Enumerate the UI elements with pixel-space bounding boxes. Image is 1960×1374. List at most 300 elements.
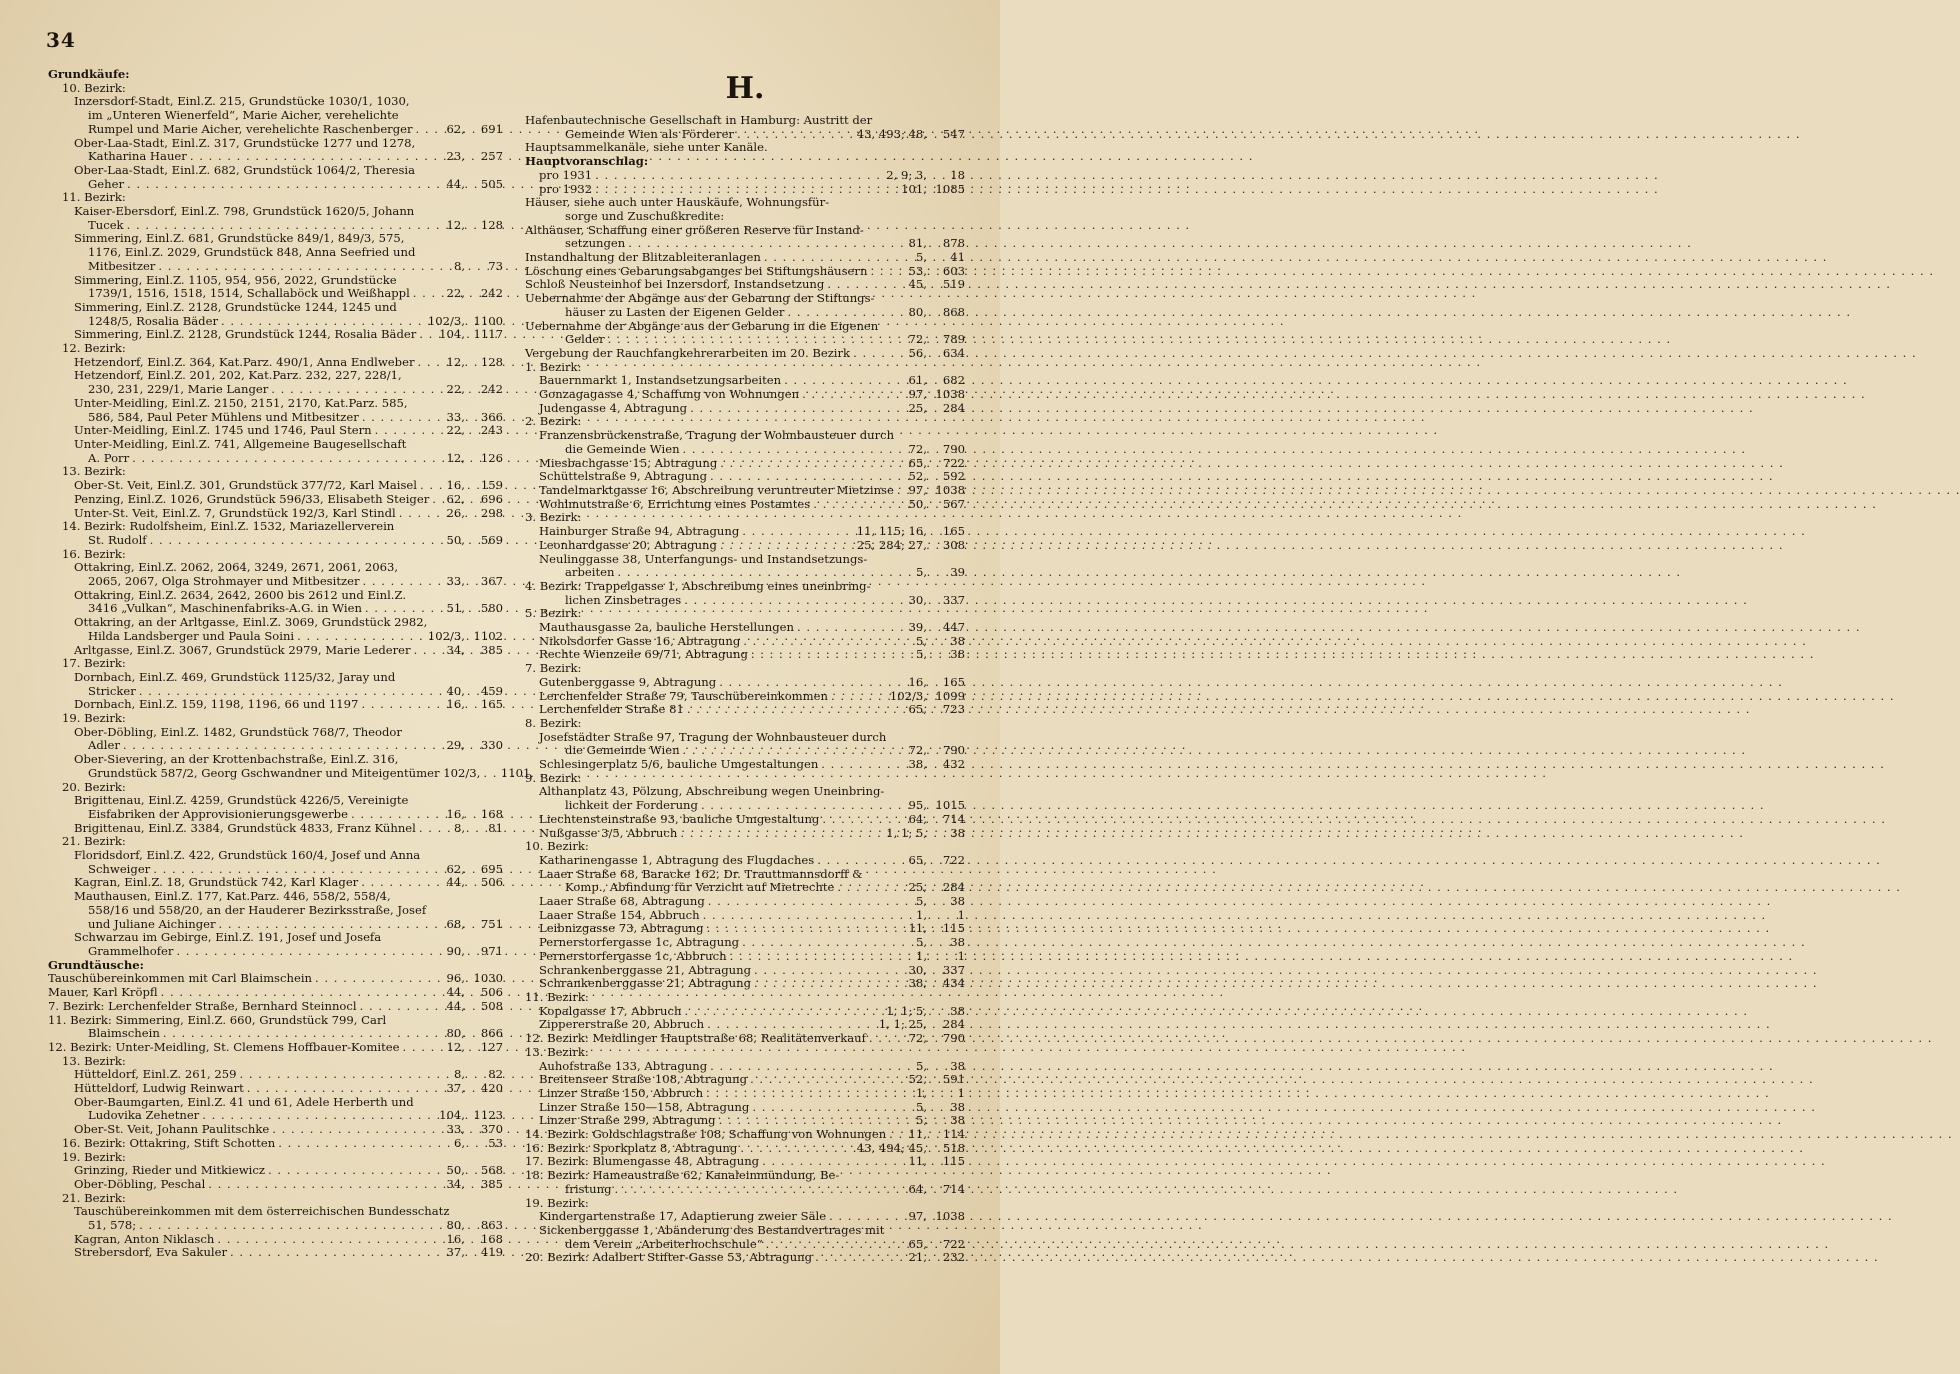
entry-text: Kaiser-Ebersdorf, Einl.Z. 798, Grundstück 1620/5, Johann	[74, 204, 415, 219]
entry-reference: 65,	[908, 1236, 927, 1251]
leader-dots	[139, 1219, 443, 1233]
index-entry	[525, 278, 965, 292]
entry-text: Unter-Meidling, Einl.Z. 2150, 2151, 2170, Kat.Parz. 585,	[74, 395, 408, 410]
leader-dots	[127, 219, 444, 233]
entry-text: 19. Bezirk:	[62, 1149, 126, 1164]
entry-page: 432	[942, 757, 965, 772]
index-entry	[525, 470, 965, 484]
entry-text: die Gemeinde Wien	[565, 441, 680, 456]
index-entry	[525, 114, 965, 128]
entry-page: 53	[488, 1135, 503, 1150]
entry-reference: 34,	[446, 1176, 465, 1191]
leader-dots	[375, 424, 444, 438]
index-entry	[48, 1137, 503, 1151]
index-entry	[525, 155, 965, 169]
entry-text: Floridsdorf, Einl.Z. 422, Grundstück 160/4, Josef und Anna	[74, 848, 421, 863]
entry-page: 257	[480, 149, 503, 164]
entry-page: 722	[942, 1236, 965, 1251]
entry-page: 790	[942, 1031, 965, 1046]
leader-dots	[707, 922, 906, 936]
entry-text: 19. Bezirk:	[525, 1195, 589, 1210]
leader-dots	[163, 1027, 444, 1041]
entry-reference: 12,	[446, 354, 465, 369]
entry-page: 714	[942, 1181, 965, 1196]
index-entry	[48, 1178, 503, 1192]
entry-text: Laaer Straße 68, Abtragung	[539, 894, 705, 909]
index-entry	[525, 1169, 965, 1183]
entry-page: 971	[480, 944, 503, 958]
index-entry	[48, 781, 503, 795]
leader-dots	[683, 443, 906, 457]
entry-page: 284	[942, 880, 965, 895]
entry-text: 10. Bezirk:	[525, 839, 589, 854]
entry-reference: 5,	[915, 1113, 927, 1128]
index-entry	[525, 374, 965, 388]
entry-reference: 16,	[908, 674, 927, 689]
index-entry	[525, 498, 965, 512]
index-entry	[525, 128, 965, 142]
entry-text: Häuser, siehe auch unter Hauskäufe, Wohnungsfür-	[525, 195, 830, 210]
entry-reference: 29,	[446, 738, 465, 753]
entry-reference: 44,	[446, 176, 465, 191]
leader-dots	[595, 169, 883, 183]
entry-page: 38	[950, 1099, 965, 1114]
entry-text: Kagran, Anton Niklasch	[74, 1231, 215, 1246]
entry-page: 370	[480, 1122, 503, 1137]
entry-page: 115	[942, 921, 965, 936]
index-entry	[48, 123, 503, 137]
index-entry	[525, 292, 965, 306]
entry-page: 695	[480, 861, 503, 876]
entry-page: 165	[480, 697, 503, 712]
entry-reference: 25,	[908, 400, 927, 415]
index-entry	[48, 369, 503, 383]
entry-page: 38	[950, 825, 965, 840]
index-entry	[525, 566, 965, 580]
index-entry	[525, 415, 965, 429]
index-entry	[48, 698, 503, 712]
leader-dots	[139, 685, 444, 699]
entry-reference: 11, 115; 16,	[856, 524, 927, 539]
leader-dots	[153, 863, 443, 877]
index-entry	[525, 388, 965, 402]
entry-text: sorge und Zuschußkredite:	[565, 208, 725, 223]
index-entry	[48, 1219, 503, 1233]
index-entry	[525, 895, 965, 909]
entry-text: Mauthausen, Einl.Z. 177, Kat.Parz. 446, 558/2, 558/4,	[74, 889, 391, 904]
index-entry	[48, 1027, 503, 1041]
entry-reference: 65,	[908, 702, 927, 717]
entry-page: 569	[480, 532, 503, 547]
entry-text: Liechtensteinstraße 93, bauliche Umgestaltung	[539, 811, 820, 826]
entry-text: im „Unteren Wienerfeld“, Marie Aicher, verehelichte	[88, 108, 399, 123]
entry-text: 13. Bezirk:	[62, 1053, 126, 1068]
index-entry	[525, 909, 965, 923]
entry-text: Althanplatz 43, Pölzung, Abschreibung wegen Uneinbring-	[539, 784, 885, 799]
leader-dots	[158, 260, 451, 274]
index-entry	[525, 950, 965, 964]
entry-text: Grundtäusche:	[48, 957, 144, 972]
entry-page: 1	[957, 907, 965, 922]
entry-page: 789	[942, 332, 965, 347]
entry-text: Mauer, Karl Kröpfl	[48, 985, 158, 1000]
entry-text: Zippererstraße 20, Abbruch	[539, 1017, 705, 1032]
entry-text: Schrankenberggasse 21, Abtragung	[539, 976, 752, 991]
entry-page: 128	[480, 354, 503, 369]
entry-page: 714	[942, 811, 965, 826]
index-entry	[525, 731, 965, 745]
index-entry	[48, 465, 503, 479]
page-number: 34	[46, 28, 76, 52]
entry-text: Tauschübereinkommen mit Carl Blaimschein	[48, 971, 313, 986]
entry-text: Neulinggasse 38, Unterfangungs- und Instandsetzungs-	[539, 551, 868, 566]
entry-text: setzungen	[565, 236, 626, 251]
leader-dots	[684, 1005, 883, 1019]
leader-dots	[797, 621, 906, 635]
leader-dots	[707, 1018, 876, 1032]
entry-text: die Gemeinde Wien	[565, 743, 680, 758]
section-letter: H.	[725, 71, 765, 106]
entry-reference: 44,	[446, 998, 465, 1013]
entry-text: Komp., Abfindung für Verzicht auf Mietrechte	[565, 880, 835, 895]
entry-page: 722	[942, 455, 965, 470]
leader-dots	[217, 1233, 443, 1247]
index-entry	[48, 765, 531, 781]
index-entry	[525, 1046, 965, 1060]
entry-text: Simmering, Einl.Z. 681, Grundstücke 849/1, 849/3, 575,	[74, 231, 405, 246]
index-entry	[48, 630, 503, 644]
index-entry	[48, 726, 503, 740]
leader-dots	[483, 767, 489, 781]
entry-reference: 40,	[446, 683, 465, 698]
entry-page: 127	[480, 1039, 503, 1054]
entry-page: 337	[942, 962, 965, 977]
index-entry	[525, 210, 965, 224]
entry-reference: 38,	[908, 757, 927, 772]
left-index-column	[48, 67, 531, 1260]
entry-text: arbeiten	[565, 565, 615, 580]
index-entry	[525, 1032, 965, 1046]
leader-dots	[150, 534, 444, 548]
entry-reference: 62,	[446, 861, 465, 876]
leader-dots	[853, 347, 905, 361]
leader-dots	[219, 918, 444, 932]
index-entry	[48, 191, 503, 205]
entry-reference: 81,	[908, 236, 927, 251]
entry-text: Hauptsammelkanäle, siehe unter Kanäle.	[525, 140, 768, 155]
index-entry	[525, 1197, 965, 1211]
entry-page: 366	[480, 409, 503, 424]
index-entry	[48, 301, 503, 315]
index-entry	[48, 918, 503, 932]
index-entry	[525, 347, 965, 361]
entry-reference: 80,	[446, 1218, 465, 1233]
leader-dots	[870, 265, 905, 279]
leader-dots	[132, 452, 443, 466]
index-entry	[48, 644, 503, 658]
entry-page: 81	[488, 820, 503, 835]
entry-reference: 1,	[915, 1085, 927, 1100]
entry-reference: 8,	[453, 258, 465, 273]
entry-page: 73	[488, 258, 503, 273]
index-entry	[525, 840, 965, 854]
index-entry	[48, 493, 503, 507]
entry-page: 367	[480, 574, 503, 589]
leader-dots	[831, 690, 887, 704]
index-entry	[525, 922, 965, 936]
leader-dots	[127, 178, 444, 192]
leader-dots	[751, 648, 913, 662]
entry-text: Wohlmutstraße 6, Errichtung eines Postamtes	[539, 496, 811, 511]
entry-text: lichkeit der Forderung	[565, 798, 698, 813]
entry-page: 568	[480, 1163, 503, 1178]
entry-page: 1038	[935, 482, 965, 497]
entry-reference: 6,	[453, 1135, 465, 1150]
entry-text: Mitbesitzer	[88, 258, 156, 273]
entry-page: 506	[480, 875, 503, 890]
index-entry	[525, 676, 965, 690]
entry-reference: 25,	[908, 880, 927, 895]
entry-text: 12. Bezirk: Unter-Meidling, St. Clemens Hoffbauer-Komitee	[48, 1039, 400, 1054]
leader-dots	[701, 799, 906, 813]
entry-text: Sickenberggasse 1, Abänderung des Bestandvertrages mit	[539, 1222, 885, 1237]
entry-text: 1176, Einl.Z. 2029, Grundstück 848, Anna Seefried und	[88, 245, 416, 260]
index-entry	[48, 657, 503, 671]
index-entry	[48, 1192, 503, 1206]
entry-reference: 8,	[453, 1067, 465, 1082]
entry-page: 114	[942, 1127, 965, 1142]
leader-dots	[680, 827, 883, 841]
entry-text: 16. Bezirk:	[62, 546, 126, 561]
entry-page: 1117	[473, 327, 503, 342]
entry-page: 330	[480, 738, 503, 753]
entry-reference: 50,	[446, 1163, 465, 1178]
index-entry	[525, 772, 965, 786]
entry-reference: 62,	[446, 491, 465, 506]
index-entry	[48, 356, 503, 370]
index-entry	[48, 397, 503, 411]
entry-page: 39	[950, 565, 965, 580]
leader-dots	[420, 479, 444, 493]
entry-reference: 37,	[446, 1245, 465, 1260]
index-entry	[48, 561, 503, 575]
leader-dots	[708, 895, 913, 909]
entry-reference: 56,	[908, 345, 927, 360]
index-entry	[525, 717, 965, 731]
entry-text: Rechte Wienzeile 69/71, Abtragung	[539, 647, 748, 662]
index-entry	[525, 1005, 965, 1019]
index-entry	[48, 274, 503, 288]
leader-dots	[889, 1128, 905, 1142]
entry-text: 11. Bezirk:	[525, 990, 589, 1004]
leader-dots	[822, 813, 905, 827]
index-entry	[525, 854, 965, 868]
index-entry	[48, 1041, 503, 1055]
index-entry	[525, 457, 965, 471]
entry-page: 723	[942, 702, 965, 717]
leader-dots	[413, 287, 444, 301]
entry-text: Gemeinde Wien als Förderer	[565, 126, 734, 141]
index-entry	[48, 520, 503, 534]
entry-page: 790	[942, 743, 965, 758]
entry-reference: 102/3,	[889, 688, 927, 703]
entry-page: 420	[480, 1081, 503, 1096]
entry-reference: 22,	[446, 286, 465, 301]
entry-text: 14. Bezirk: Rudolfsheim, Einl.Z. 1532, Mariazellerverein	[62, 519, 395, 534]
entry-text: Stricker	[88, 683, 136, 698]
index-entry	[525, 690, 965, 704]
leader-dots	[869, 1032, 906, 1046]
entry-reference: 97,	[908, 387, 927, 402]
leader-dots	[720, 457, 905, 471]
leader-dots	[615, 1183, 906, 1197]
index-entry	[525, 827, 965, 841]
entry-text: Strebersdorf, Eva Sakuler	[74, 1245, 228, 1260]
leader-dots	[742, 525, 853, 539]
index-entry	[525, 991, 965, 1005]
entry-page: 1030	[473, 971, 503, 986]
entry-reference: 72,	[908, 1031, 927, 1046]
entry-text: 586, 584, Paul Peter Mühlens und Mitbesitzer	[88, 409, 359, 424]
entry-page: 284	[942, 1017, 965, 1032]
entry-text: Katharina Hauer	[88, 149, 187, 164]
entry-page: 506	[480, 985, 503, 1000]
index-entry	[525, 648, 965, 662]
leader-dots	[418, 356, 444, 370]
index-entry	[48, 287, 503, 301]
entry-text: 51, 578;	[88, 1218, 137, 1233]
entry-reference: 30,	[908, 592, 927, 607]
entry-reference: 80,	[446, 1026, 465, 1041]
entry-reference: 52,	[908, 469, 927, 484]
entry-reference: 8,	[453, 820, 465, 835]
leader-dots	[419, 328, 436, 342]
leader-dots	[703, 909, 913, 923]
entry-text: Ober-Laa-Stadt, Einl.Z. 682, Grundstück 1064/2, Theresia	[74, 162, 416, 177]
entry-text: 2. Bezirk:	[525, 414, 582, 429]
entry-page: 159	[480, 478, 503, 493]
entry-page: 1038	[935, 1209, 965, 1224]
index-entry	[48, 602, 503, 616]
entry-reference: 5,	[915, 633, 927, 648]
index-entry	[48, 328, 503, 342]
entry-text: Hilda Landsberger und Paula Soini	[88, 628, 295, 643]
entry-page: 284	[942, 400, 965, 415]
entry-text: Grundkäufe:	[48, 67, 130, 81]
leader-dots	[802, 388, 905, 402]
leader-dots	[766, 1238, 906, 1252]
leader-dots	[787, 306, 905, 320]
entry-text: Tandelmarktgasse 16, Abschreibung veruntreuter Mietzinse	[539, 482, 894, 497]
entry-text: Unter-Meidling, Einl.Z. 1745 und 1746, Paul Stern	[74, 423, 372, 438]
leader-dots	[837, 881, 905, 895]
entry-page: 682	[942, 373, 965, 388]
entry-page: 165	[942, 674, 965, 689]
entry-text: Schüttelstraße 9, Abtragung	[539, 469, 708, 484]
entry-text: Linzer Straße 150—158, Abtragung	[539, 1099, 750, 1114]
entry-text: Schrankenberggasse 21, Abtragung	[539, 962, 752, 977]
index-entry	[48, 876, 503, 890]
entry-text: Simmering, Einl.Z. 1105, 954, 956, 2022, Grundstücke	[74, 272, 397, 287]
leader-dots	[247, 1082, 444, 1096]
index-entry	[525, 169, 965, 183]
leader-dots	[240, 1068, 451, 1082]
entry-text: Tucek	[88, 217, 124, 232]
index-entry	[48, 822, 503, 836]
leader-dots	[827, 278, 905, 292]
entry-reference: 5,	[915, 565, 927, 580]
index-entry	[525, 813, 965, 827]
entry-text: Löschung eines Gebarungsabganges bei Stiftungshäusern	[525, 263, 868, 278]
index-entry	[48, 1000, 503, 1014]
entry-reference: 1,	[915, 948, 927, 963]
leader-dots	[730, 950, 913, 964]
index-entry	[48, 685, 503, 699]
leader-dots	[829, 1210, 905, 1224]
entry-text: Arltgasse, Einl.Z. 3067, Grundstück 2979, Marie Lederer	[74, 642, 411, 657]
entry-reference: 12,	[446, 450, 465, 465]
index-entry	[525, 1101, 965, 1115]
index-entry	[48, 164, 503, 178]
index-entry	[48, 808, 503, 822]
entry-page: 242	[480, 286, 503, 301]
leader-dots	[360, 1000, 444, 1014]
index-entry	[525, 361, 965, 375]
index-entry	[525, 237, 965, 251]
entry-reference: 39,	[908, 620, 927, 635]
leader-dots	[361, 876, 443, 890]
entry-page: 128	[480, 217, 503, 232]
index-entry	[525, 1183, 965, 1197]
entry-reference: 101,	[901, 181, 927, 196]
index-entry	[525, 251, 965, 265]
entry-text: Pernerstorfergasse 1c, Abbruch	[539, 948, 727, 963]
entry-page: 1099	[935, 688, 965, 703]
entry-page: 385	[480, 1176, 503, 1191]
entry-text: St. Rudolf	[88, 532, 147, 547]
entry-reference: 45,	[908, 277, 927, 292]
entry-reference: 12,	[446, 217, 465, 232]
index-entry	[48, 753, 503, 767]
entry-reference: 16,	[446, 697, 465, 712]
index-entry	[525, 744, 965, 758]
entry-page: 38	[950, 1113, 965, 1128]
index-entry	[525, 1128, 965, 1142]
entry-reference: 5,	[915, 647, 927, 662]
index-entry	[48, 931, 503, 945]
leader-dots	[897, 484, 906, 498]
entry-text: Uebernahme der Abgänge aus der Gebarung der Stiftungs-	[525, 291, 875, 306]
entry-page: 434	[942, 976, 965, 991]
index-entry	[525, 936, 965, 950]
leader-dots	[737, 128, 854, 142]
leader-dots	[399, 507, 444, 521]
entry-page: 751	[480, 916, 503, 931]
entry-text: Uebernahme der Abgänge aus der Gebarung in die Eigenen	[525, 318, 879, 333]
leader-dots	[416, 123, 444, 137]
entry-text: Hainburger Straße 94, Abtragung	[539, 524, 740, 539]
index-entry	[48, 1123, 503, 1137]
leader-dots	[278, 1137, 451, 1151]
entry-reference: 64,	[908, 1181, 927, 1196]
entry-page: 1	[957, 1085, 965, 1100]
entry-text: Laaer Straße 154, Abbruch	[539, 907, 700, 922]
entry-reference: 1, 1; 5,	[886, 825, 927, 840]
entry-text: Nußgasse 3/5, Abbruch	[539, 825, 678, 840]
entry-text: Brigittenau, Einl.Z. 4259, Grundstück 4226/5, Vereinigte	[74, 793, 409, 808]
entry-page: 1102	[473, 628, 503, 643]
index-entry	[48, 1233, 503, 1247]
